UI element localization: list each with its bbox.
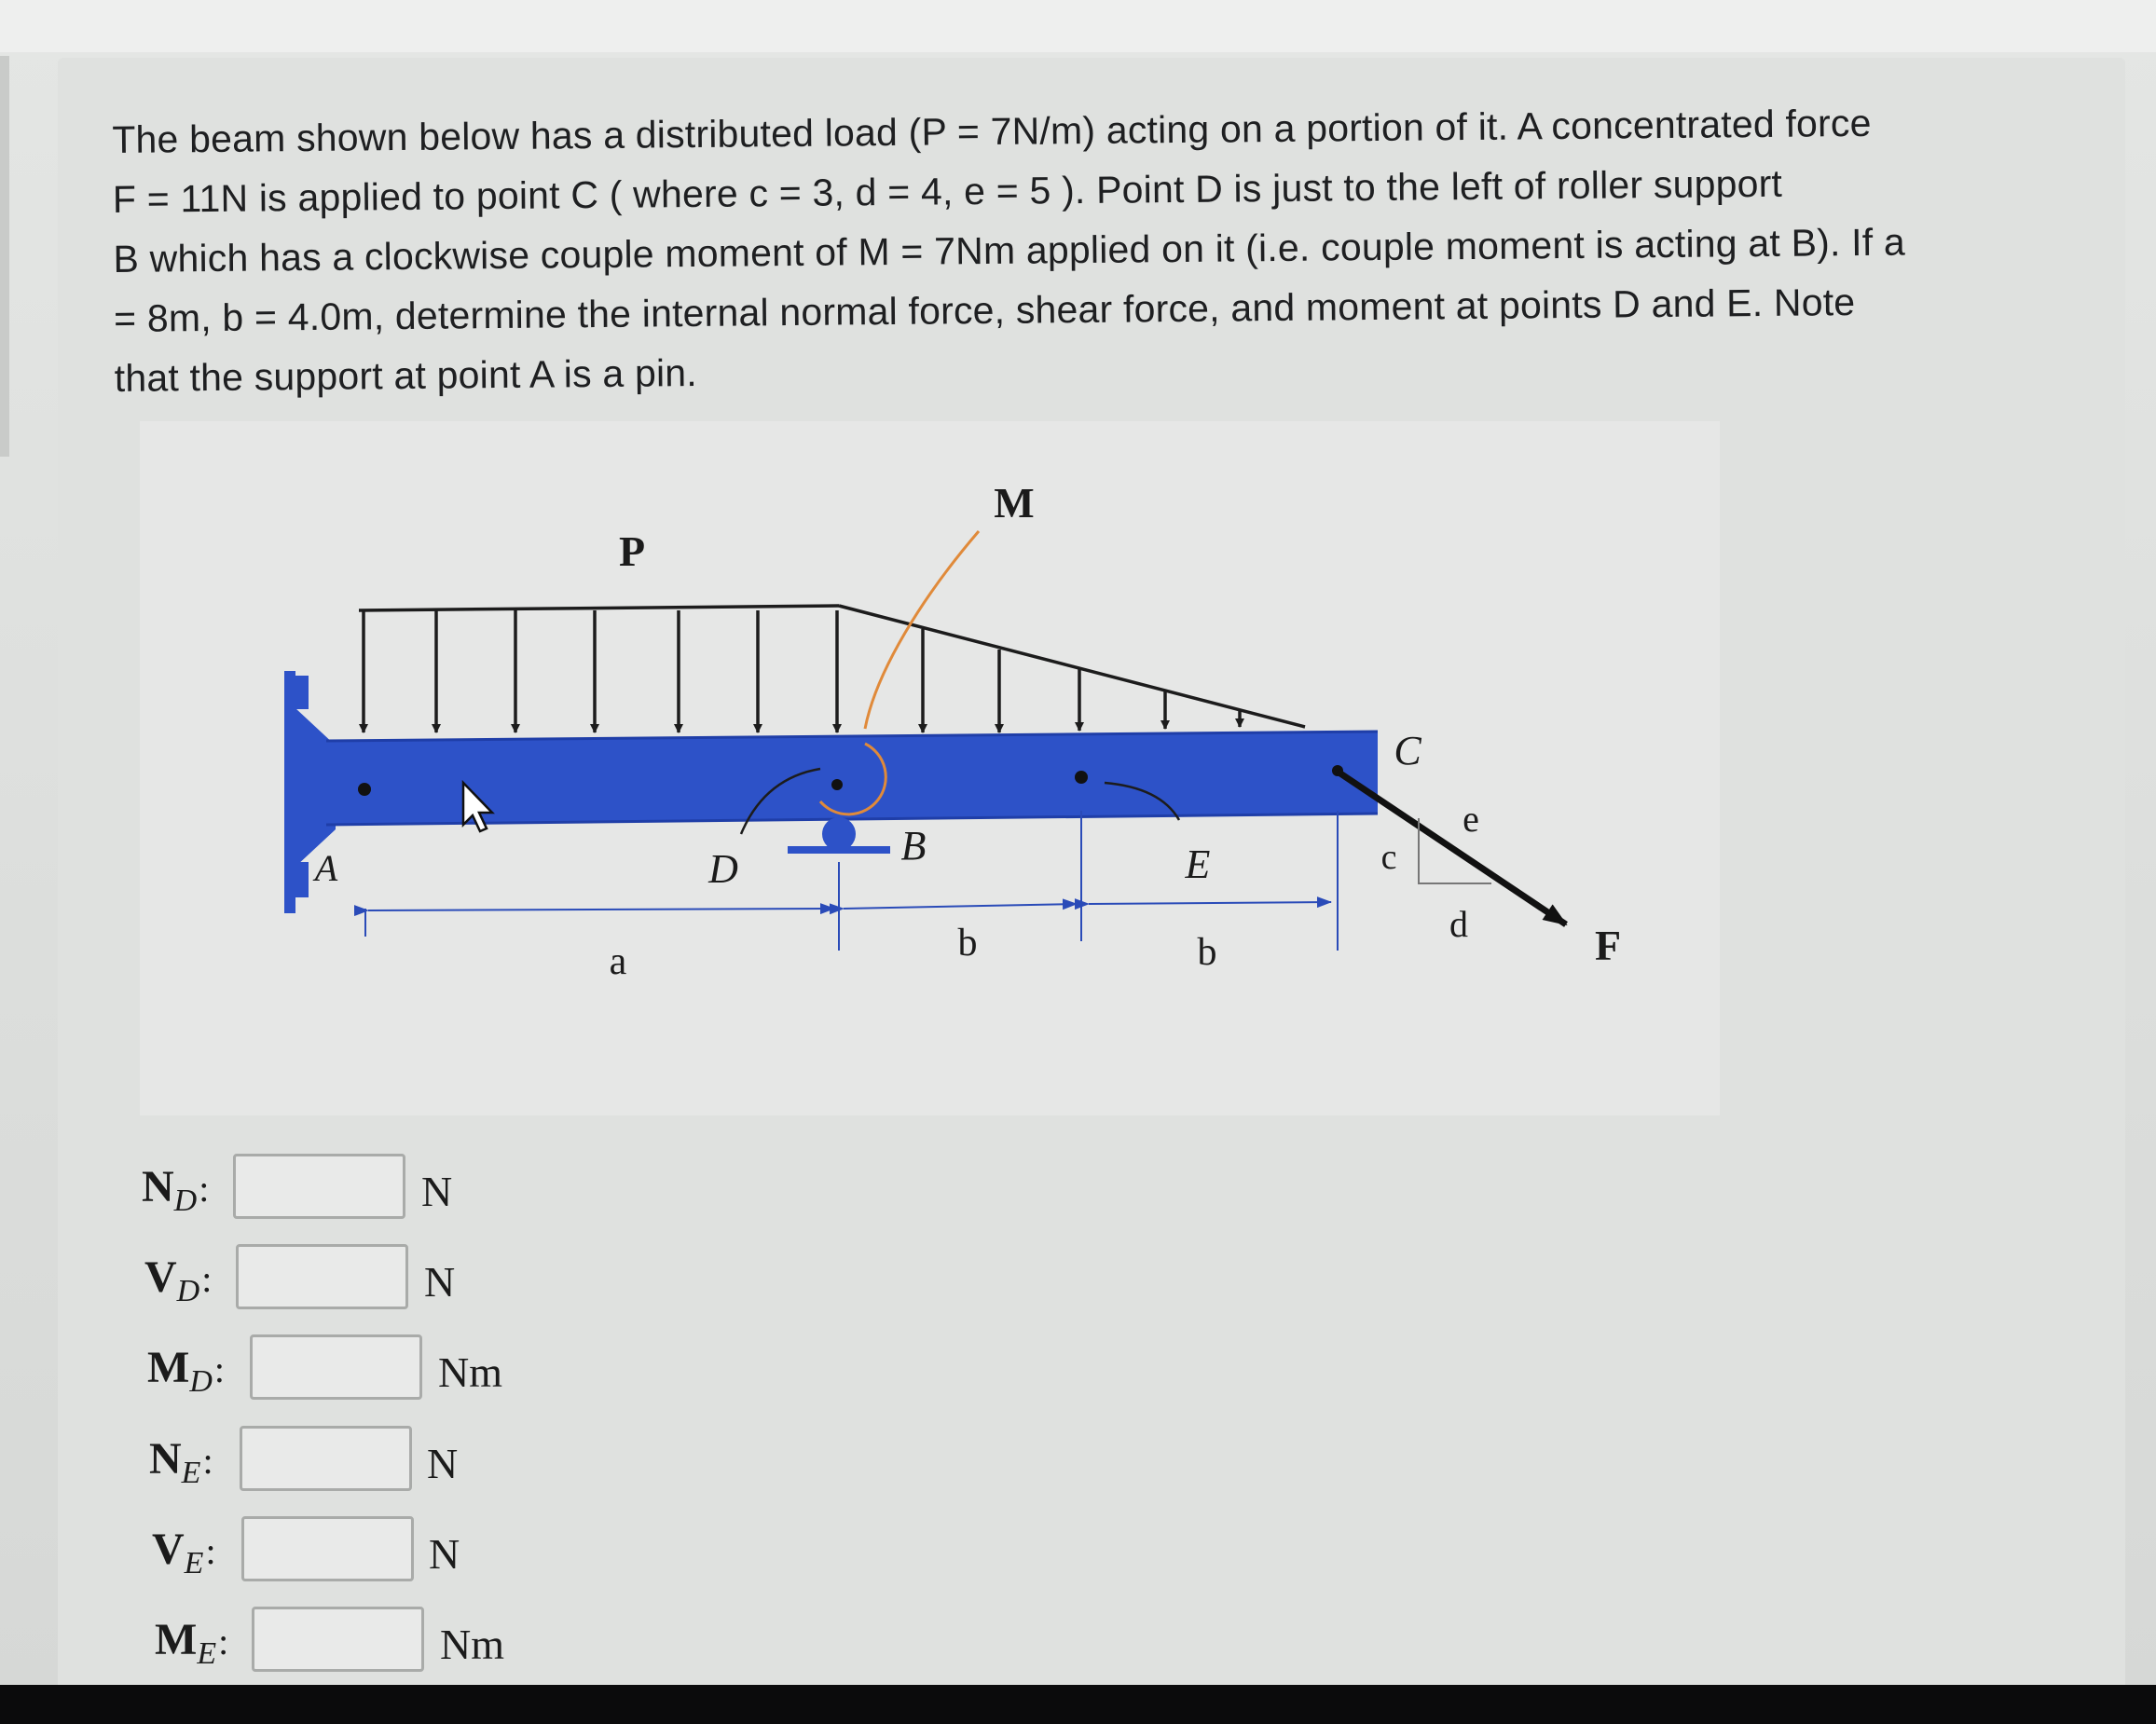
- point-a-dot: [358, 783, 371, 796]
- problem-line: = 8m, b = 4.0m, determine the internal normal force, shear force, and moment at points D and E. Note: [113, 280, 1856, 340]
- ve-input[interactable]: [241, 1516, 414, 1581]
- answer-row-vd: [144, 1244, 564, 1319]
- answer-row-me: [155, 1607, 574, 1681]
- answer-unit: N: [421, 1168, 453, 1215]
- answer-unit: Nm: [438, 1348, 502, 1396]
- problem-line: that the support at point A is a pin.: [114, 350, 698, 400]
- dim-label-b2: b: [1197, 931, 1217, 974]
- answer-row-md: [147, 1334, 567, 1409]
- force-f: [1338, 772, 1566, 924]
- distributed-load: [359, 606, 1305, 732]
- label-a: A: [314, 847, 338, 889]
- answer-label: $N_E$:: [149, 1434, 213, 1490]
- answer-row-nd: [142, 1154, 561, 1228]
- roller-support-b: [788, 817, 890, 854]
- label-c-point: C: [1394, 728, 1421, 773]
- ne-input[interactable]: [240, 1426, 412, 1491]
- answer-label: $N_D$:: [142, 1162, 210, 1218]
- vd-input[interactable]: [236, 1244, 408, 1309]
- bottom-bezel: [0, 1685, 2156, 1724]
- dim-label-b1: b: [957, 922, 978, 965]
- point-d-dot: [831, 779, 843, 790]
- answer-unit: N: [429, 1530, 460, 1578]
- problem-line: F = 11N is applied to point C ( where c = 3, d = 4, e = 5 ). Point D is just to the left of roller support: [112, 161, 1783, 221]
- answer-unit: Nm: [440, 1621, 504, 1668]
- nd-input[interactable]: [233, 1154, 405, 1219]
- problem-line: The beam shown below has a distributed load (P = 7N/m) acting on a portion of it. A concentrated force: [112, 101, 1872, 161]
- label-p: P: [618, 527, 646, 575]
- dim-label-c: c: [1380, 838, 1397, 877]
- dim-label-e: e: [1463, 798, 1479, 840]
- answer-row-ve: [152, 1516, 571, 1591]
- label-m: M: [994, 479, 1035, 527]
- label-e-point: E: [1185, 841, 1211, 887]
- problem-line: B which has a clockwise couple moment of M = 7Nm applied on it (i.e. couple moment is acting at B). If a: [113, 220, 1906, 280]
- label-b-point: B: [900, 823, 927, 869]
- answer-label: $V_D$:: [144, 1252, 213, 1308]
- md-input[interactable]: [250, 1334, 422, 1400]
- dim-label-a: a: [609, 940, 627, 983]
- answer-row-ne: [149, 1426, 569, 1500]
- answer-label: $M_D$:: [147, 1343, 225, 1399]
- answer-unit: N: [427, 1440, 459, 1487]
- label-f: F: [1594, 922, 1622, 969]
- me-input[interactable]: [252, 1607, 424, 1672]
- answer-label: $V_E$:: [152, 1525, 216, 1580]
- point-e-dot: [1075, 771, 1088, 784]
- label-d: D: [708, 846, 738, 892]
- answer-unit: N: [424, 1258, 456, 1306]
- answer-label: $M_E$:: [155, 1615, 229, 1671]
- dim-label-d: d: [1449, 903, 1468, 945]
